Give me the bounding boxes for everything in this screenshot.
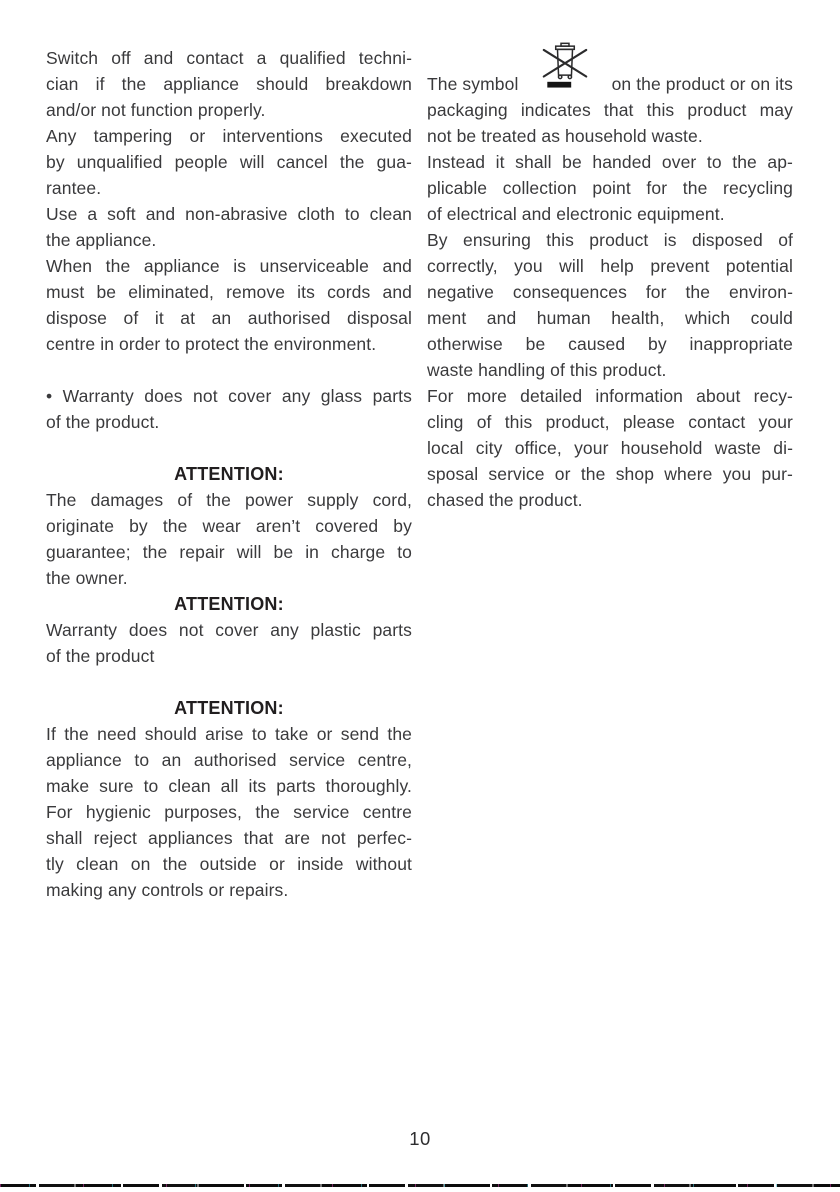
text-line: tly clean on the outside or inside without bbox=[46, 854, 412, 874]
text-line: For hygienic purposes, the service centre bbox=[46, 802, 412, 822]
text-line: correctly, you will help prevent potential bbox=[427, 256, 793, 276]
text-line: If the need should arise to take or send the bbox=[46, 724, 412, 744]
text-line: the appliance. bbox=[46, 230, 157, 250]
text-line: plicable collection point for the recycling bbox=[427, 178, 793, 198]
text-line: Use a soft and non-abrasive cloth to clean bbox=[46, 204, 412, 224]
text-line: waste handling of this product. bbox=[427, 360, 667, 380]
paragraph bbox=[427, 383, 793, 513]
scan-edge-line bbox=[0, 1184, 840, 1187]
symbol-pre-text: The symbol bbox=[427, 74, 519, 94]
attention-heading: ATTENTION: bbox=[174, 698, 284, 718]
paragraph bbox=[427, 149, 793, 227]
attention-heading: ATTENTION: bbox=[174, 464, 284, 484]
text-line: guarantee; the repair will be in charge to bbox=[46, 542, 412, 562]
text-line: must be eliminated, remove its cords and bbox=[46, 282, 412, 302]
text-line: the owner. bbox=[46, 568, 128, 588]
text-line: local city office, your household waste di- bbox=[427, 438, 793, 458]
text-line: not be treated as household waste. bbox=[427, 126, 703, 146]
text-line: Switch off and contact a qualified techni- bbox=[46, 48, 412, 68]
text-line: cling of this product, please contact your bbox=[427, 412, 793, 432]
weee-icon bbox=[542, 42, 588, 88]
paragraph-spacer bbox=[46, 357, 412, 383]
text-line: Instead it shall be handed over to the ap- bbox=[427, 152, 793, 172]
paragraph bbox=[46, 123, 412, 201]
symbol-intro-line bbox=[427, 45, 793, 97]
text-line: For more detailed information about recy- bbox=[427, 386, 793, 406]
text-line: making any controls or repairs. bbox=[46, 880, 289, 900]
text-line: chased the product. bbox=[427, 490, 583, 510]
text-line: rantee. bbox=[46, 178, 102, 198]
attention-heading: ATTENTION: bbox=[174, 594, 284, 614]
text-line: otherwise be caused by inappropriate bbox=[427, 334, 793, 354]
text-line: of the product bbox=[46, 646, 155, 666]
text-line: dispose of it at an authorised disposal bbox=[46, 308, 412, 328]
text-line: make sure to clean all its parts thoroughly. bbox=[46, 776, 412, 796]
text-line: of the product. bbox=[46, 412, 160, 432]
text-line: by unqualified people will cancel the gua- bbox=[46, 152, 412, 172]
paragraph bbox=[46, 201, 412, 253]
text-line: The damages of the power supply cord, bbox=[46, 490, 412, 510]
text-line: • Warranty does not cover any glass parts bbox=[46, 386, 412, 406]
text-line: negative consequences for the environ- bbox=[427, 282, 793, 302]
left-column bbox=[46, 45, 412, 903]
right-column bbox=[427, 45, 793, 513]
text-line: centre in order to protect the environment. bbox=[46, 334, 377, 354]
paragraph bbox=[46, 45, 412, 123]
text-line: By ensuring this product is disposed of bbox=[427, 230, 793, 250]
paragraph bbox=[46, 253, 412, 357]
paragraph bbox=[46, 383, 412, 435]
text-line: of electrical and electronic equipment. bbox=[427, 204, 725, 224]
page-number: 10 bbox=[409, 1128, 431, 1149]
text-line: appliance to an authorised service centre, bbox=[46, 750, 412, 770]
paragraph-spacer bbox=[46, 435, 412, 461]
text-line: ment and human health, which could bbox=[427, 308, 793, 328]
text-line: Warranty does not cover any plastic parts bbox=[46, 620, 412, 640]
paragraph bbox=[427, 97, 793, 149]
symbol-post-text: on the product or on its bbox=[611, 74, 793, 94]
text-line: When the appliance is unserviceable and bbox=[46, 256, 412, 276]
paragraph bbox=[46, 721, 412, 903]
text-line: and/or not function properly. bbox=[46, 100, 266, 120]
text-line: cian if the appliance should breakdown bbox=[46, 74, 412, 94]
text-line: originate by the wear aren’t covered by bbox=[46, 516, 412, 536]
text-line: packaging indicates that this product may bbox=[427, 100, 793, 120]
paragraph-spacer bbox=[46, 669, 412, 695]
text-line: sposal service or the shop where you pur- bbox=[427, 464, 793, 484]
paragraph bbox=[46, 487, 412, 591]
text-line: shall reject appliances that are not perfec- bbox=[46, 828, 412, 848]
paragraph bbox=[46, 617, 412, 669]
text-line: Any tampering or interventions executed bbox=[46, 126, 412, 146]
paragraph bbox=[427, 227, 793, 383]
